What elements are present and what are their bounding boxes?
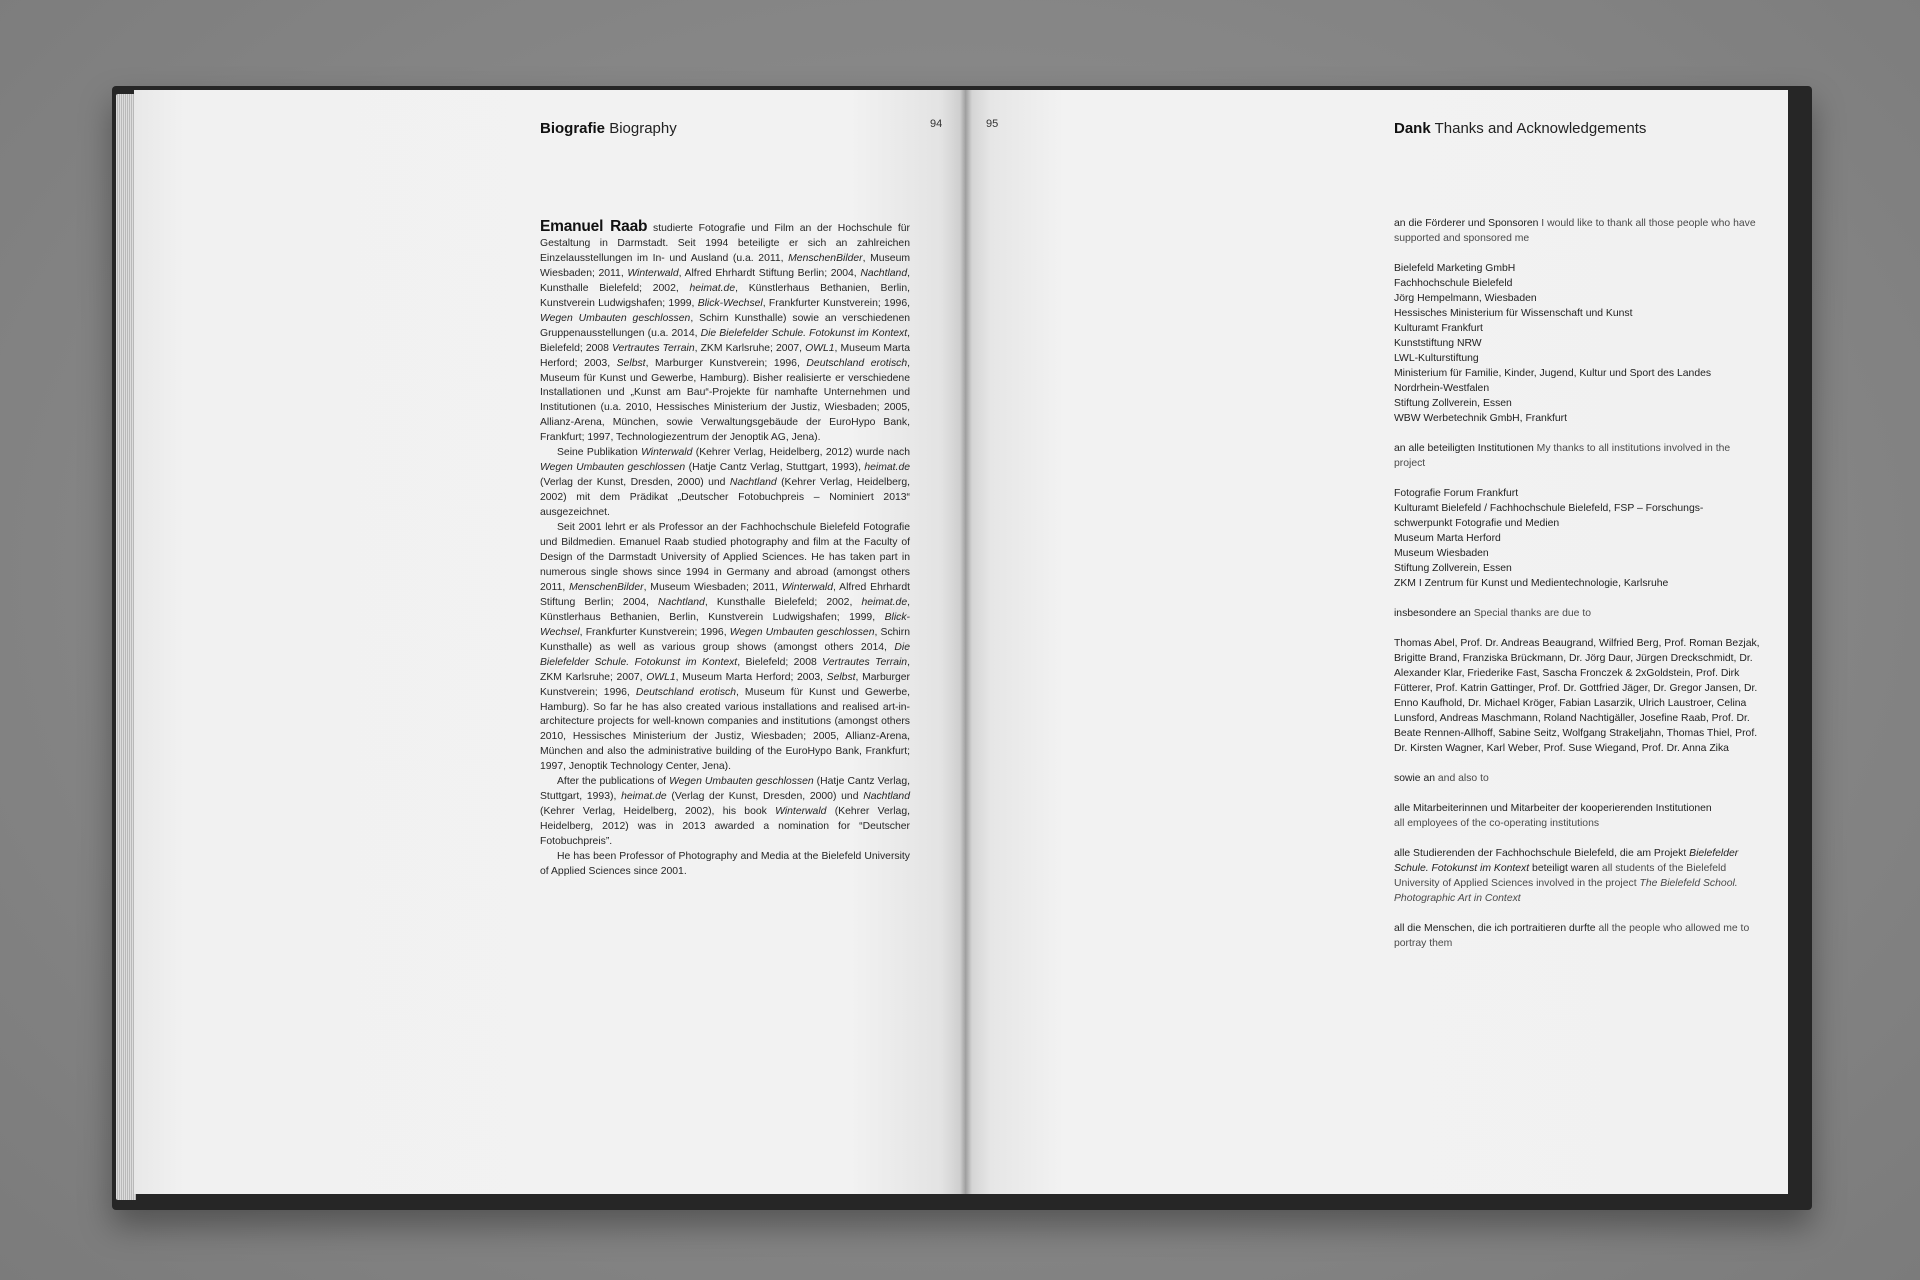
text-run: Vertrautes Terrain (822, 656, 908, 668)
students-thanks (1394, 846, 1764, 906)
list-item: WBW Werbetechnik GmbH, Frankfurt (1394, 413, 1568, 424)
text-run: The Bielefeld School. Photographic Art in Context (1394, 878, 1738, 904)
text-run: Deutschland erotisch (635, 686, 737, 698)
text-run: , Alfred Ehrhardt Stiftung Berlin; 2004, (678, 267, 861, 279)
text-run: , ZKM Karlsruhe; 2007, (694, 342, 806, 354)
text-run: (Kehrer Verlag, Heidelberg, 2002) mit dem Prädikat „Deutscher Fotobuchpreis – Nominiert 2013“ ausgezeichnet. (540, 477, 911, 519)
text-run: OWL1 (805, 342, 835, 354)
text-run: beteiligt waren (1529, 863, 1600, 874)
sponsors-list (1394, 261, 1764, 426)
text-run: Blick-Wechsel (540, 611, 910, 638)
running-head-en: Thanks and Acknowledgements (1434, 120, 1647, 137)
running-head-left (540, 120, 677, 137)
text-run: Seine Publikation (557, 447, 642, 459)
text-run: , ZKM Karlsruhe; 2007, (540, 656, 910, 683)
staff-thanks-de: alle Mitarbeiterinnen und Mitarbeiter der kooperierenden Institutionen (1394, 803, 1712, 814)
text-run: , Museum für Kunst und Gewerbe, Hamburg). Bisher realisierte er verschiedene Installationen und „Kunst am Bau“-Projekte für namhafte Unternehmen und Institutionen (u.a. 2010, Hessisches Ministerium der Justiz, Wiesbaden; 2005, Allianz-Arena, München, sowie Verwaltungsgebäude der EuroHypo Bank, Frankfurt; 1997, Technologiezentrum der Jenoptik AG, Jena). (540, 357, 911, 444)
text-run: , Alfred Ehrhardt Stiftung Berlin; 2004, (540, 581, 910, 608)
text-run: (Kehrer Verlag, Heidelberg, 2012) wurde nach (692, 447, 910, 459)
text-run: Wegen Umbauten geschlossen (540, 462, 686, 474)
special-intro-de: insbesondere an (1394, 608, 1471, 619)
sponsors-intro-en: I would like to thank all those people who have supported and sponsored me (1394, 218, 1756, 244)
list-item: Stiftung Zollverein, Essen (1394, 563, 1512, 574)
text-run: Winterwald (775, 806, 827, 818)
text-run: Selbst (616, 357, 646, 369)
portrayed-thanks (1394, 921, 1764, 951)
text-run: , Frankfurter Kunstverein; 1996, (762, 297, 911, 309)
text-run: Selbst (826, 671, 856, 683)
special-intro-en: Special thanks are due to (1470, 608, 1591, 619)
list-item: Kulturamt Bielefeld / Fachhochschule Bielefeld, FSP – Forschungs- (1394, 503, 1704, 514)
bio-paragraph-1 (540, 220, 910, 446)
running-head-en: Biography (609, 120, 677, 137)
list-item: LWL-Kulturstiftung (1394, 353, 1479, 364)
text-run: all students of the Bielefeld University of Applied Sciences involved in the project (1394, 863, 1727, 889)
special-people: Thomas Abel, Prof. Dr. Andreas Beaugrand, Wilfried Berg, Prof. Roman Bezjak, Brigitte Brand, Franziska Brückmann, Dr. Jörg Daur, Jürgen Dreckschmidt, Dr. Alexander Klar, Friederike Fast, Sascha Fronczek & 2xGoldstein, Prof. Dirk Fütterer, Prof. Katrin Gattinger, Prof. Dr. Gottfried Jäger, Dr. Gregor Jansen, Dr. Enno Kaufhold, Dr. Michael Kröger, Fabian Lasarzik, Ulrich Laustroer, Celina Lunsford, Andreas Maschmann, Roland Nachtigäller, Josefine Raab, Prof. Dr. Beate Rennen-Allhoff, Sabine Seitz, Wolfgang Strakeljahn, Thomas Thiel, Prof. Dr. Kirsten Wagner, Karl Weber, Prof. Suse Wiegand, Prof. Dr. Anna Zika (1394, 638, 1760, 754)
running-head-de: Biografie (540, 120, 606, 137)
text-run: Die Bielefelder Schule. Fotokunst im Kontext (540, 641, 910, 668)
list-item: Ministerium für Familie, Kinder, Jugend, Kultur und Sport des Landes (1394, 368, 1712, 379)
text-run: Wegen Umbauten geschlossen (669, 776, 814, 788)
special-intro (1394, 606, 1764, 621)
text-run: , Bielefeld; 2008 (540, 327, 911, 354)
text-run: Seit 2001 lehrt er als Professor an der Fachhochschule Bielefeld Fotografie und Bildmedien. Emanuel Raab studied photography and film at the Faculty of Design of the Darmstadt University of Applied Sciences. He has taken part in numerous single shows since 1994 in Germany and abroad (amongst others 2011, (540, 522, 910, 593)
text-run: , Museum Wiesbaden; 2011, (643, 581, 782, 593)
list-item: Hessisches Ministerium für Wissenschaft und Kunst (1394, 308, 1633, 319)
text-run: (Hatje Cantz Verlag, Stuttgart, 1993), (540, 776, 910, 803)
institutions-list (1394, 486, 1764, 591)
list-item: Stiftung Zollverein, Essen (1394, 398, 1512, 409)
text-run: Winterwald (781, 581, 834, 593)
list-item: Bielefeld Marketing GmbH (1394, 263, 1516, 274)
text-run: , Marburger Kunstverein; 1996, (540, 671, 910, 698)
right-page (966, 90, 1788, 1194)
text-run: Bielefelder Schule. Fotokunst im Kontext (1394, 848, 1739, 874)
text-run: Nachtland (860, 267, 908, 279)
text-run: Winterwald (641, 447, 693, 459)
staff-thanks (1394, 801, 1764, 831)
text-run: heimat.de (689, 282, 736, 294)
text-run: MenschenBilder (788, 252, 863, 264)
text-run: , Kunsthalle Bielefeld; 2002, (540, 267, 910, 294)
list-item: Museum Wiesbaden (1394, 548, 1489, 559)
also-intro-de: sowie an (1394, 773, 1436, 784)
text-run: OWL1 (646, 671, 676, 683)
also-intro-en: and also to (1435, 773, 1489, 784)
text-run: Wegen Umbauten geschlossen (540, 312, 691, 324)
text-run: , Schirn Kunsthalle) as well as various group shows (amongst others 2014, (540, 626, 910, 653)
bio-paragraph-5 (540, 850, 910, 880)
list-item: Fotografie Forum Frankfurt (1394, 488, 1519, 499)
book-gutter (960, 90, 972, 1194)
text-run: Die Bielefelder Schule. Fotokunst im Kontext (700, 327, 908, 339)
list-item: Kulturamt Frankfurt (1394, 323, 1483, 334)
bio-paragraph-2 (540, 446, 910, 521)
text-run: (Kehrer Verlag, Heidelberg, 2002), his book (540, 806, 776, 818)
text-run: , Museum Marta Herford; 2003, (675, 671, 827, 683)
institutions-intro-de: an alle beteiligten Institutionen (1394, 443, 1534, 454)
list-item: Jörg Hempelmann, Wiesbaden (1394, 293, 1537, 304)
page-number-right: 95 (986, 118, 999, 130)
sponsors-intro (1394, 216, 1764, 246)
text-run: Wegen Umbauten geschlossen (729, 626, 875, 638)
text-run: Nachtland (658, 596, 705, 608)
text-run: , Schirn Kunsthalle) sowie an verschiedenen Gruppenausstellungen (u.a. 2014, (540, 312, 910, 339)
text-run: (Hatje Cantz Verlag, Stuttgart, 1993), (685, 462, 865, 474)
list-item: ZKM I Zentrum für Kunst und Medientechnologie, Karlsruhe (1394, 578, 1669, 589)
bio-name: Emanuel Raab (540, 218, 648, 235)
text-run: , Museum Wiesbaden; 2011, (540, 252, 910, 279)
list-item: Fachhochschule Bielefeld (1394, 278, 1513, 289)
running-head-right (1394, 120, 1646, 137)
text-run: Vertrautes Terrain (612, 342, 695, 354)
text-run: , Museum für Kunst und Gewerbe, Hamburg). So far he has also created various installations and realised art-in-architecture projects for well-known companies and institutions (amongst others 2010, Hessisches Ministerium der Justiz, Wiesbaden; 2005, Allianz-Arena, München and also the administrative building of the EuroHypo Bank, Frankfurt; 1997, Jenoptik Technology Center, Jena). (540, 686, 910, 773)
text-run: After the publications of (557, 776, 670, 788)
list-item: Nordrhein-Westfalen (1394, 383, 1490, 394)
text-run: , Frankfurter Kunstverein; 1996, (579, 626, 730, 638)
text-run: heimat.de (621, 791, 667, 803)
text-run: , Künstlerhaus Bethanien, Berlin, Kunstverein Ludwigshafen; 1999, (540, 596, 910, 623)
text-run: Blick-Wechsel (697, 297, 763, 309)
bio-paragraph-3 (540, 521, 910, 775)
text-run: , Kunsthalle Bielefeld; 2002, (704, 596, 862, 608)
text-run: heimat.de (861, 596, 908, 608)
text-run: Winterwald (627, 267, 679, 279)
text-run: (Verlag der Kunst, Dresden, 2000) und (540, 477, 730, 489)
page-number-left: 94 (930, 118, 943, 130)
list-item: Kunststiftung NRW (1394, 338, 1482, 349)
running-head-de: Dank (1394, 120, 1431, 137)
text-run: (Verlag der Kunst, Dresden, 2000) und (666, 791, 864, 803)
list-item: Museum Marta Herford (1394, 533, 1501, 544)
biography-text (540, 220, 910, 880)
acknowledgements-text (1394, 216, 1764, 966)
portrayed-thanks-en: all the people who allowed me to portray them (1394, 923, 1750, 949)
sponsors-intro-de: an die Förderer und Sponsoren (1394, 218, 1539, 229)
text-run: Nachtland (729, 477, 777, 489)
text-run: (Kehrer Verlag, Heidelberg, 2012) was in 2013 awarded a nomination for “Deutscher Fotobuchpreis”. (540, 806, 910, 848)
text-run: alle Studierenden der Fachhochschule Bielefeld, die am Projekt (1394, 848, 1690, 859)
institutions-intro-en: My thanks to all institutions involved in the project (1394, 443, 1731, 469)
text-run: , Marburger Kunstverein; 1996, (645, 357, 807, 369)
text-run: MenschenBilder (569, 581, 644, 593)
page-block-edge (116, 94, 136, 1200)
text-run: , Bielefeld; 2008 (737, 656, 823, 668)
institutions-intro (1394, 441, 1764, 471)
text-run: Deutschland erotisch (806, 357, 908, 369)
list-item: schwerpunkt Fotografie und Medien (1394, 518, 1560, 529)
portrayed-thanks-de: all die Menschen, die ich portraitieren durfte (1394, 923, 1596, 934)
left-page (134, 90, 966, 1194)
also-intro (1394, 771, 1764, 786)
text-run: heimat.de (864, 462, 911, 474)
text-run: , Museum Marta Herford; 2003, (540, 342, 910, 369)
staff-thanks-en: all employees of the co-operating institutions (1394, 818, 1600, 829)
text-run: Nachtland (863, 791, 910, 803)
text-run: studierte Fotografie und Film an der Hochschule für Gestaltung in Darmstadt. Seit 1994 beteiligte er sich an zahlreichen Einzelausstellungen im In- und Ausland (u.a. 2011, (540, 223, 910, 264)
text-run: He has been Professor of Photography and Media at the Bielefeld University of Applied Sciences since 2001. (540, 851, 910, 877)
text-run: , Künstlerhaus Bethanien, Berlin, Kunstverein Ludwigshafen; 1999, (540, 282, 910, 309)
bio-paragraph-4 (540, 775, 910, 850)
